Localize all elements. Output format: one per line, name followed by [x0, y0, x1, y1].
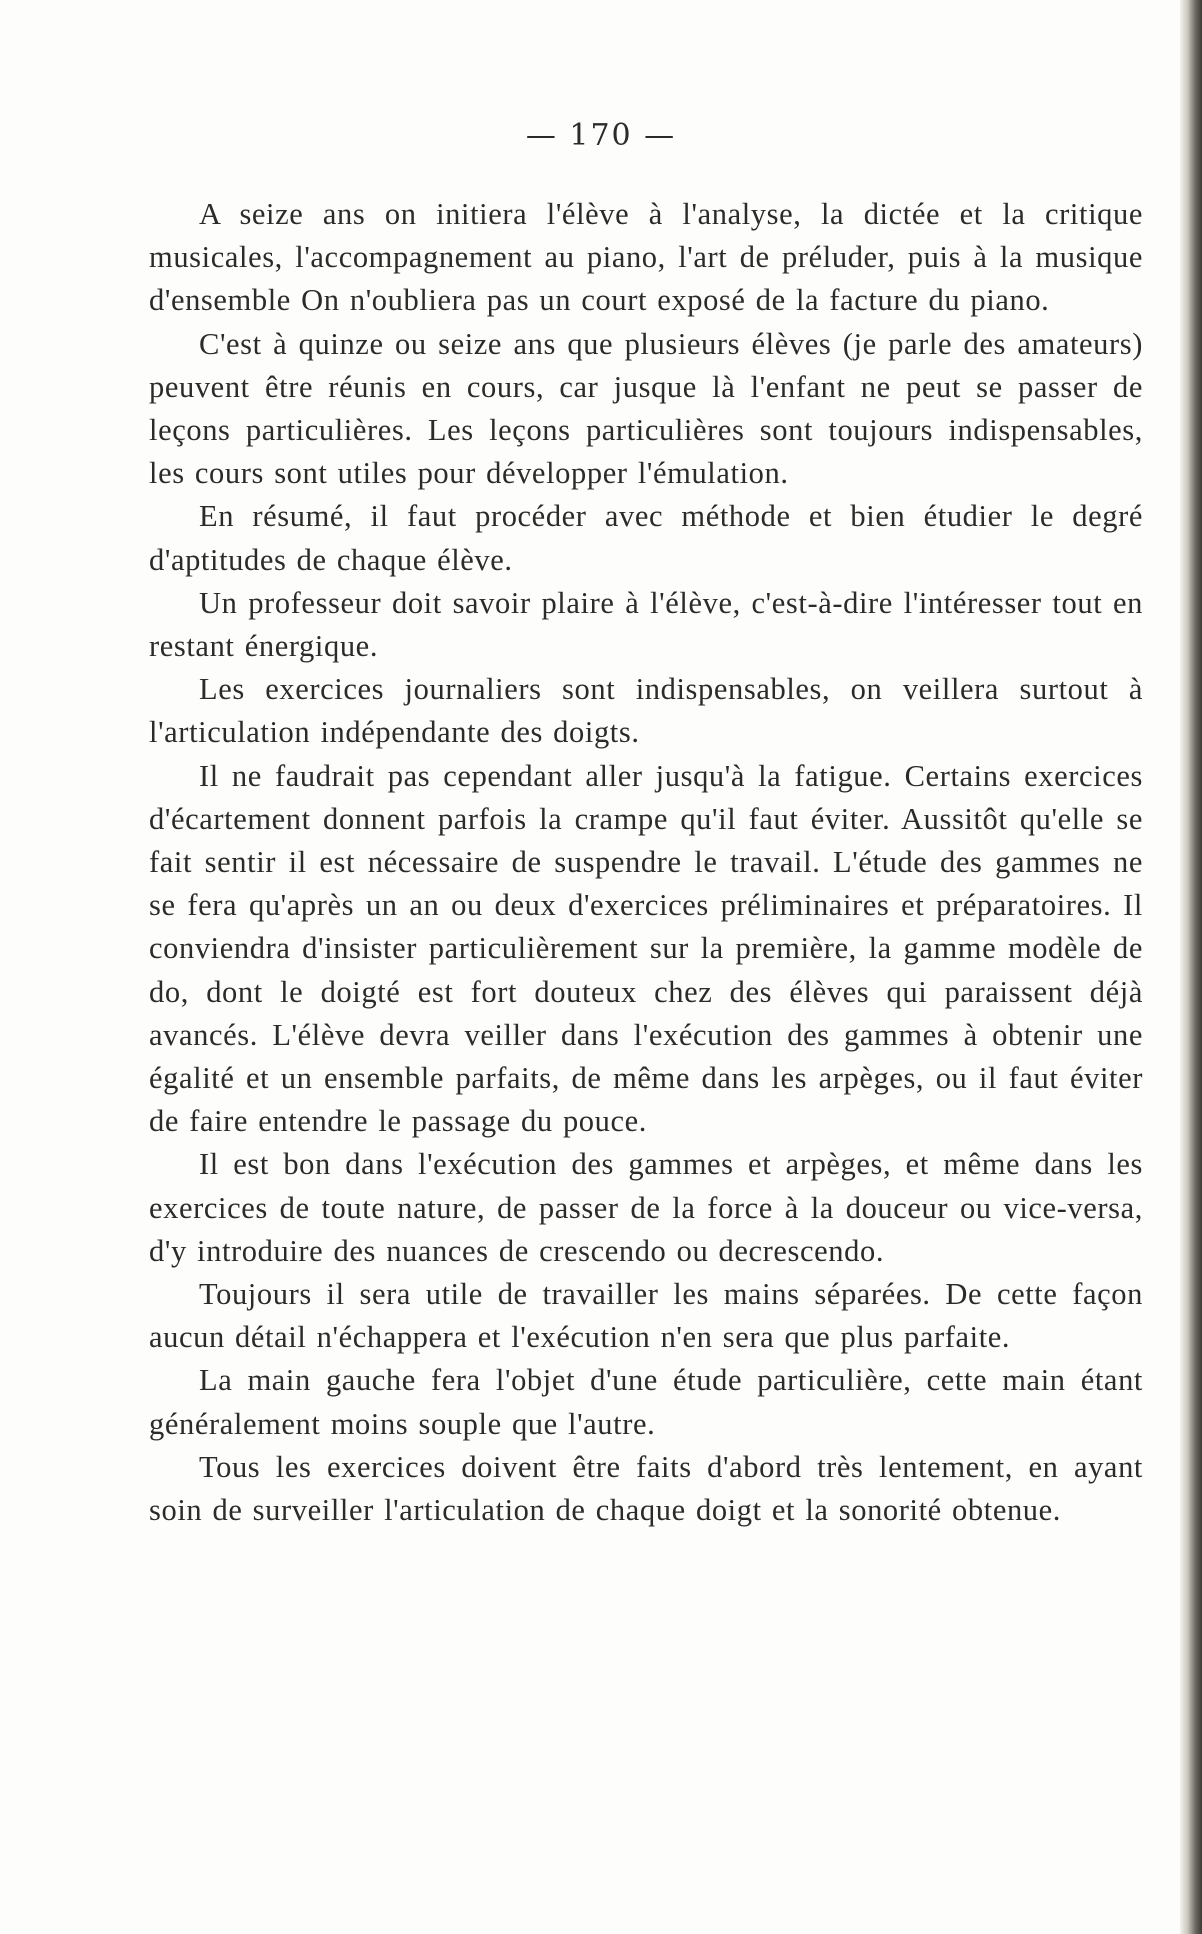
body-text	[149, 193, 1143, 1532]
paragraph: En résumé, il faut procéder avec méthode et bien étudier le degré d'aptitudes de chaque élève.	[149, 499, 1143, 577]
paragraph: Un professeur doit savoir plaire à l'élève, c'est-à-dire l'intéresser tout en restant énergique.	[149, 585, 1143, 664]
paragraph: C'est à quinze ou seize ans que plusieurs élèves (je parle des amateurs) peuvent être réunis en cours, car jusque là l'enfant ne peut se passer de leçons particulières. Les leçons particulières sont toujours indispensables, les cours sont utiles pour développer l'émulation.	[149, 326, 1143, 491]
paragraph: Toujours il sera utile de travailler les mains séparées. De cette façon aucun détail n'échappera et l'exécution n'en sera que plus parfaite.	[149, 1277, 1143, 1355]
paragraph: La main gauche fera l'objet d'une étude particulière, cette main étant généralement moins souple que l'autre.	[149, 1363, 1143, 1441]
paragraph: Les exercices journaliers sont indispensables, on veillera surtout à l'articulation indépendante des doigts.	[149, 672, 1143, 750]
paragraph: Il est bon dans l'exécution des gammes et arpèges, et même dans les exercices de toute nature, de passer de la force à la douceur ou vice-versa, d'y introduire des nuances de crescendo ou decrescendo.	[149, 1147, 1143, 1268]
paragraph: A seize ans on initiera l'élève à l'analyse, la dictée et la critique musicales, l'accompagnement au piano, l'art de préluder, puis à la musique d'ensemble On n'oubliera pas un court exposé de la facture du piano.	[149, 197, 1143, 318]
page-number: — 170 —	[525, 118, 677, 153]
paragraph: Tous les exercices doivent être faits d'abord très lentement, en ayant soin de surveiller l'articulation de chaque doigt et la sonorité obtenue.	[149, 1449, 1143, 1528]
page-edge-shadow	[1180, 0, 1202, 1934]
paragraph: Il ne faudrait pas cependant aller jusqu'à la fatigue. Certains exercices d'écartement donnent parfois la crampe qu'il faut éviter. Aussitôt qu'elle se fait sentir il est nécessaire de suspendre le travail. L'étude des gammes ne se fera qu'après un an ou deux d'exercices préliminaires et préparatoires. Il conviendra d'insister particulièrement sur la première, la gamme modèle de do, dont le doigté est fort douteux chez des élèves qui paraissent déjà avancés. L'élève devra veiller dans l'exécution des gammes à obtenir une égalité et un ensemble parfaits, de même dans les arpèges, ou il faut éviter de faire entendre le passage du pouce.	[149, 758, 1143, 1139]
